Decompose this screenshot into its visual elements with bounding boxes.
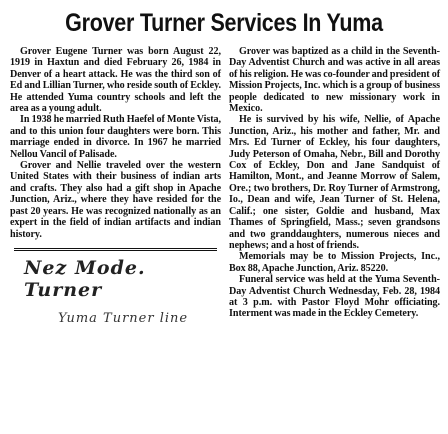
right-column <box>229 46 440 327</box>
article-body <box>10 46 440 327</box>
paragraph-marriage: In 1938 he married Ruth Haefel of Monte Vista, and to this union four daughters were born. This marriage ended in divorce. In 1967 he married Nellou Vancil of Palisade. <box>10 114 221 160</box>
paragraph-memorials: Memorials may be to Mission Projects, Inc., Box 88, Apache Junction, Ariz. 85220. <box>229 251 440 274</box>
handwritten-line-2: Yuma Turner line <box>58 310 189 326</box>
handwritten-notation <box>10 257 221 327</box>
section-divider <box>14 248 217 251</box>
paragraph-funeral: Funeral service was held at the Yuma Seventh-Day Adventist Church Wednesday, Feb. 28, 1984 at 3 p.m. with Pastor Floyd Mohr officiating. Interment was made in the Eckley Cemetery. <box>229 274 440 320</box>
paragraph-religion: Grover was baptized as a child in the Seventh-Day Adventist Church and was active in all areas of his religion. He was co-founder and president of Mission Projects, Inc. which is a group of business people dedicated to new missionary work in Mexico. <box>229 46 440 115</box>
handwritten-line-1: Nez Mode. Turner <box>24 256 146 301</box>
headline: Grover Turner Services In Yuma <box>65 9 383 37</box>
paragraph-business: Grover and Nellie traveled over the western United States with their business of indian arts and crafts. They also had a gift shop in Apache Junction, Ariz., where they have resided for the past 20 years. He was recognized nationally as an expert in the field of indian artifacts and indian history. <box>10 160 221 240</box>
paragraph-survivors: He is survived by his wife, Nellie, of Apache Junction, Ariz., his mother and father, Mr. and Mrs. Ed Turner of Eckley, his four daughters, Judy Peterson of Omaha, Nebr., Bill and Dorothy Cox of Eckley, Don and Jane Sandquist of Hamilton, Mont., and Jeanne Morrow of Salem, Ore.; two brothers, Dr. Roy Turner of Armstrong, Io., Dean and wife, Jean Turner of St. Helena, Calif.; one sister, Goldie and husband, Max Thames of Springfield, Mass.; seven grandsons and two granddaughters, numerous nieces and nephews; and a host of friends. <box>229 114 440 251</box>
paragraph-birth: Grover Eugene Turner was born August 22, 1919 in Haxtun and died February 26, 1984 in Denver of a heart attack. He was the third son of Ed and Lillian Turner, who reside south of Eckley. He attended Yuma country schools and left the area as a young adult. <box>10 46 221 115</box>
left-column <box>10 46 221 327</box>
